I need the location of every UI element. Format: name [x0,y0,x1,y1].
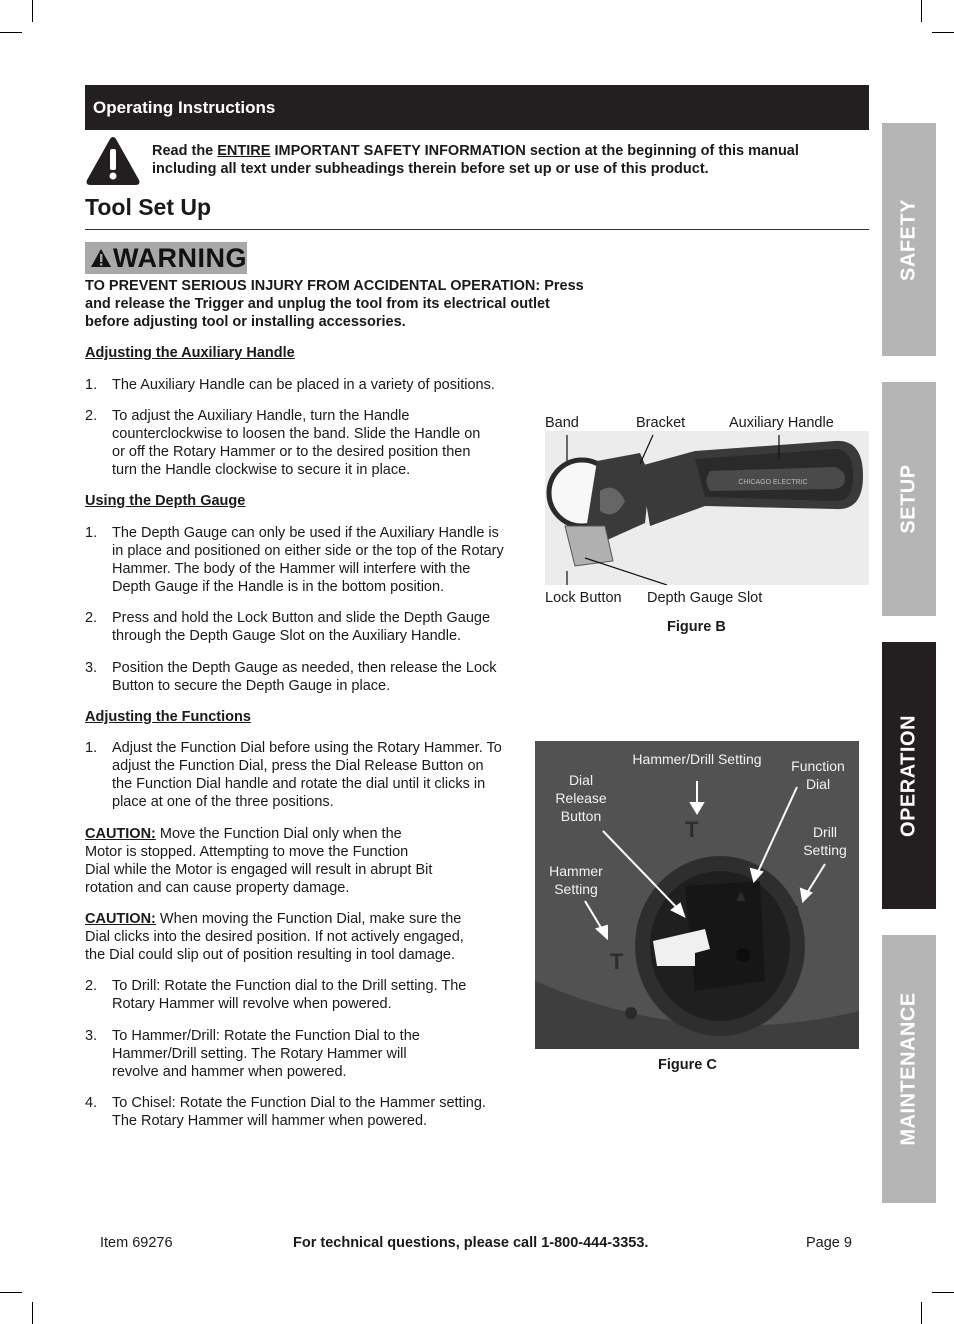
tab-maintenance[interactable] [882,935,936,1203]
figure-b-label-bracket: Bracket [636,415,686,431]
figure-c-label-function-dial: Function Dial [791,758,845,792]
list-number: 3. [85,660,98,676]
figure-c-label-hammer-drill: Hammer/Drill Setting [632,751,762,767]
list-item [85,1027,525,1081]
caution-text: Move the Function Dial only when the Motor is stopped. Attempting to move the Function Dial while the Motor is engaged will result in abrupt Bit rotation and can cause property damage. [85,826,433,896]
figure-b-label-depth-slot: Depth Gauge Slot [647,590,763,606]
list-item [85,977,525,1013]
list-text: Adjust the Function Dial before using the Rotary Hammer. To adjust the Function Dial, press the Dial Release Button on the Function Dial handle and rotate the dial until it clicks in place at one of the three positions. [112,740,502,810]
figure-c-label-hammer: Hammer Setting [549,863,603,897]
warning-label: WARNING [113,243,247,273]
caution-note [85,825,435,897]
list-item [85,524,525,596]
crop-mark [921,1302,922,1324]
tab-setup[interactable] [882,382,936,616]
footer-item-number: Item 69276 [100,1235,173,1251]
list-text: Position the Depth Gauge as needed, then release the Lock Button to secure the Depth Gauge in place. [112,660,497,694]
list-item [85,659,525,695]
list-text: To Chisel: Rotate the Function Dial to the Hammer setting. The Rotary Hammer will hammer when powered. [112,1095,486,1129]
safety-note-suffix: IMPORTANT SAFETY INFORMATION section at the beginning of this manual including all text under subheadings therein before set up or use of this product. [152,143,799,177]
list-number: 1. [85,740,98,756]
footer-page-number: Page 9 [806,1235,852,1251]
warning-text: TO PREVENT SERIOUS INJURY FROM ACCIDENTAL OPERATION: Press and release the Trigger and unplug the tool from its electrical outlet before adjusting tool or installing accessories. [85,278,584,330]
svg-text:T: T [685,817,699,842]
list-number: 2. [85,610,98,626]
figure-b-label-band: Band [545,415,579,431]
tab-label: OPERATION [897,714,920,837]
aux-handle-heading: Adjusting the Auxiliary Handle [85,345,295,361]
list-number: 2. [85,408,98,424]
safety-note [152,142,842,178]
crop-mark [32,1302,33,1324]
figure-c-label-dial-release: Dial Release Button [555,772,607,824]
crop-mark [0,32,22,33]
figure-b-caption: Figure B [667,619,726,635]
svg-text:T: T [610,949,624,974]
crop-mark [32,0,33,22]
list-text: The Depth Gauge can only be used if the Auxiliary Handle is in place and positioned on either side or the top of the Rotary Hammer. The body of the Hammer will interfere with the Depth Gauge if the Handle is in the bottom position. [112,525,504,595]
tab-label: SETUP [897,464,920,534]
figure-b-brand: CHICAGO ELECTRIC [738,479,808,486]
figure-b-label-lock-button: Lock Button [545,590,622,606]
safety-note-prefix: Read the [152,143,218,159]
list-number: 1. [85,377,98,393]
divider [85,229,869,230]
page-title: Tool Set Up [85,194,212,220]
figure-b-label-aux-handle: Auxiliary Handle [729,415,834,431]
figure-c-caption: Figure C [658,1057,717,1073]
svg-text:▲: ▲ [733,888,749,905]
figure-c-label-drill: Drill Setting [803,824,847,858]
list-number: 2. [85,978,98,994]
list-item [85,376,525,394]
tab-label: MAINTENANCE [897,992,920,1146]
crop-mark [932,1292,954,1293]
list-item [85,739,525,811]
caution-label: CAUTION: [85,911,156,927]
caution-label: CAUTION: [85,826,156,842]
list-item [85,1094,525,1130]
list-number: 3. [85,1028,98,1044]
section-header: Operating Instructions [85,85,869,130]
list-item [85,609,525,645]
caution-text: When moving the Function Dial, make sure the Dial clicks into the desired position. If not actively engaged, the Dial could slip out of position resulting in tool damage. [85,911,464,963]
list-text: Press and hold the Lock Button and slide the Depth Gauge through the Depth Gauge Slot on the Auxiliary Handle. [112,610,491,644]
tab-operation[interactable] [882,642,936,909]
depth-gauge-heading: Using the Depth Gauge [85,493,246,509]
list-text: To Hammer/Drill: Rotate the Function Dial to the Hammer/Drill setting. The Rotary Hammer will revolve and hammer when powered. [112,1028,420,1080]
footer-phone: For technical questions, please call 1-800-444-3353. [293,1235,649,1251]
functions-heading: Adjusting the Functions [85,709,251,725]
tab-label: SAFETY [897,198,920,281]
caution-note [85,910,485,964]
list-item [85,407,505,479]
list-number: 1. [85,525,98,541]
list-text: To Drill: Rotate the Function dial to the Drill setting. The Rotary Hammer will revolve when powered. [112,978,467,1012]
list-text: To adjust the Auxiliary Handle, turn the Handle counterclockwise to loosen the band. Slide the Handle on or off the Rotary Hammer or to the desired position then turn the Handle clockwise to secure it in place. [112,408,481,478]
warning-small-icon [90,248,112,268]
tab-safety[interactable] [882,123,936,356]
warning-triangle-icon [85,136,141,186]
list-text: The Auxiliary Handle can be placed in a variety of positions. [112,377,495,393]
crop-mark [921,0,922,22]
crop-mark [0,1292,22,1293]
safety-note-emphasis: ENTIRE [217,143,271,159]
crop-mark [932,32,954,33]
list-number: 4. [85,1095,98,1111]
figure-b-image [545,431,869,585]
